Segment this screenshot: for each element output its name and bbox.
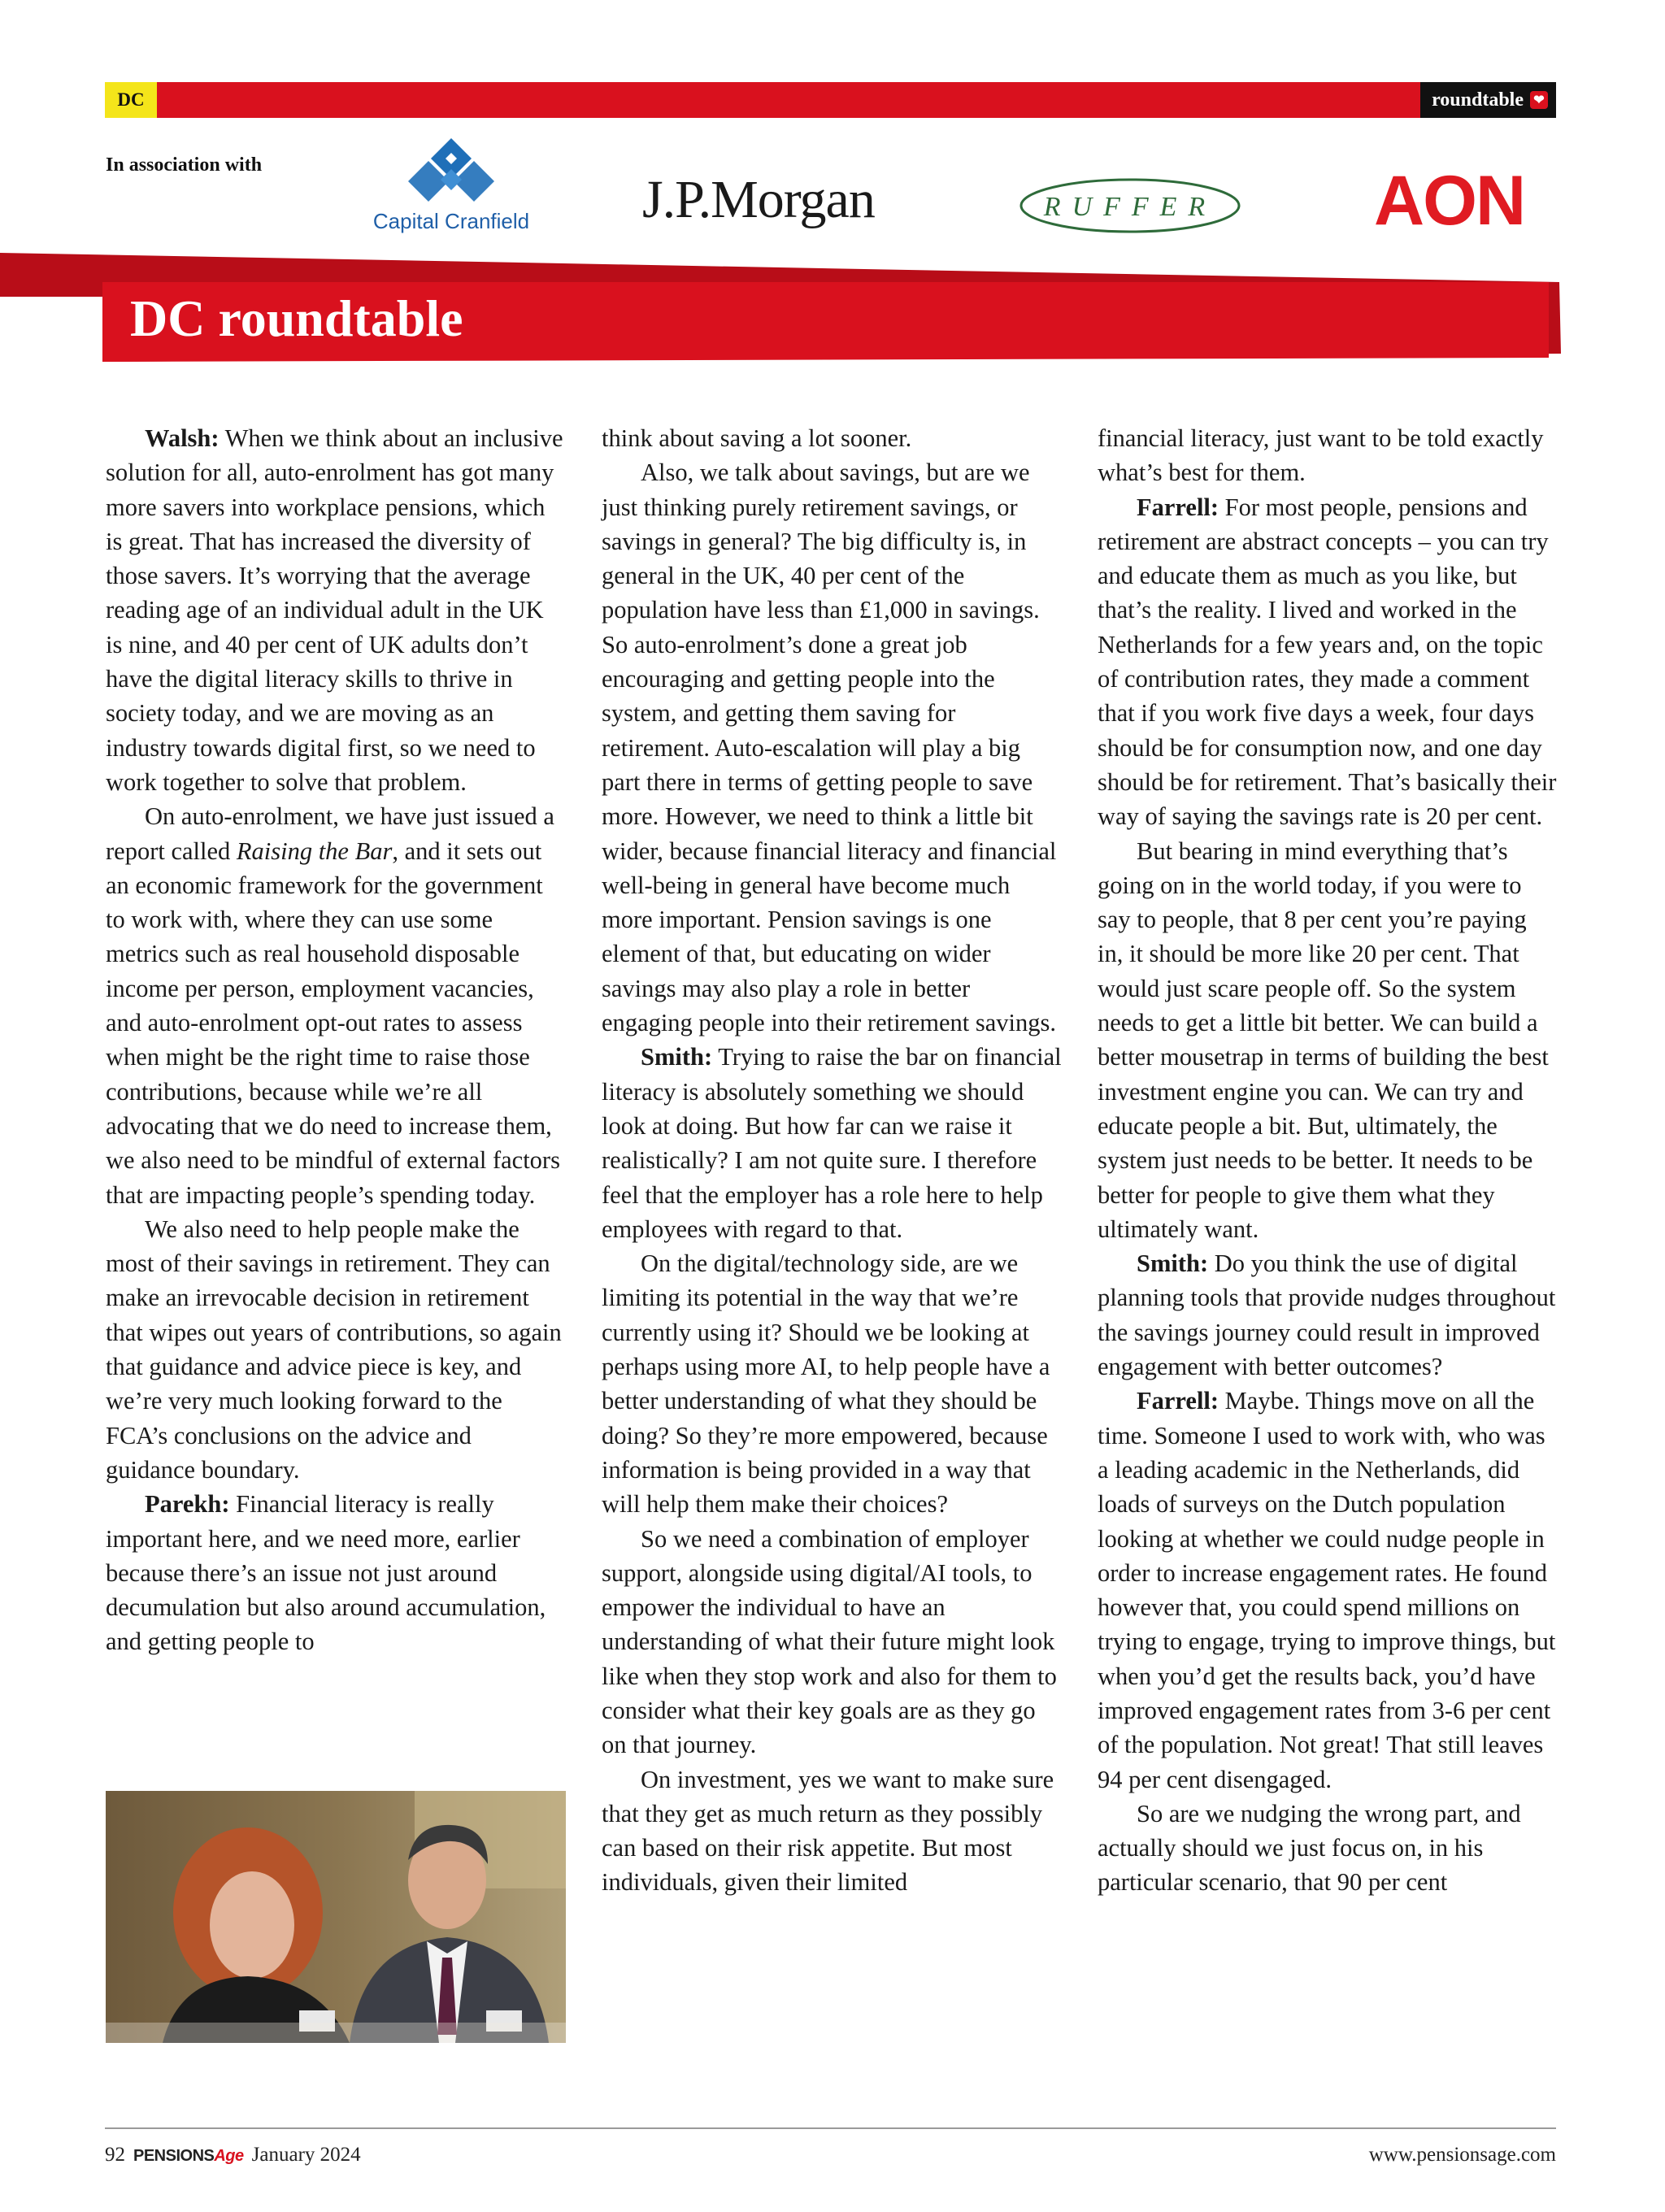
association-label: In association with xyxy=(106,154,263,176)
paragraph: Walsh: When we think about an inclusive solution for all, auto-enrolment has got many more savers into workplace pensions, which is great. That has increased the diversity of those savers. It’s worrying that the average reading age of an individual adult in the UK is nine, and 40 per cent of UK adults don’t have the digital literacy skills to thrive in society today, and we are moving as an industry towards digital first, so we need to work together to solve that problem. xyxy=(106,424,563,796)
speaker-name: Farrell: xyxy=(1137,493,1219,521)
paragraph: But bearing in mind everything that’s going on in the world today, if you were to say to people, that 8 per cent you’re paying in, it should be more like 20 per cent. That would just scare people off. So the system needs to get a little bit better. We can build a better mousetrap in terms of building the best investment engine you can. We can try and educate people a bit. But, ultimately, the system just needs to be better. It needs to be better for people to give them what they ultimately want. xyxy=(1098,837,1549,1243)
paragraph: On investment, yes we want to make sure that they get as much return as they possibly can based on their risk appetite. But most individuals, given their limited xyxy=(602,1765,1054,1897)
page-number: 92 xyxy=(105,2144,125,2166)
aon-logo: AON xyxy=(1374,162,1525,240)
page-title: DC roundtable xyxy=(130,289,463,347)
paragraph: We also need to help people make the most of their savings in retirement. They can make an irrevocable decision in retirement that wipes out years of contributions, so again that guidance and advice piece is key, and we’re very much looking forward to the FCA’s conclusions on the advice and guidance boundary. xyxy=(106,1215,562,1484)
paragraph: Farrell: For most people, pensions and retirement are abstract concepts – you can try and educate them as much as you like, but that’s the reality. I lived and worked in the Netherlands for a few years and, on the topic of contribution rates, they made a comment that if you work five days a week, four days should be for consumption now, and one day should be for retirement. That’s basically their way of saying the savings rate is 20 per cent. xyxy=(1098,493,1557,831)
speaker-name: Smith: xyxy=(1137,1249,1209,1278)
capital-cranfield-logo xyxy=(358,137,545,242)
ruffer-logo xyxy=(1016,167,1244,248)
paragraph: Smith: Trying to raise the bar on financial literacy is absolutely something we should look at doing. But how far can we raise it realistically? I am not quite sure. I therefore feel that the employer has a role here to help employees with regard to that. xyxy=(602,1043,1062,1243)
article-column-3 xyxy=(1098,421,1558,1900)
top-red-band xyxy=(105,82,1556,118)
paragraph: Parekh: Financial literacy is really important here, and we need more, earlier because there’s an issue not just around decumulation but also around accumulation, and getting people to xyxy=(106,1490,546,1656)
capital-cranfield-name: Capital Cranfield xyxy=(372,209,530,233)
speaker-name: Smith: xyxy=(641,1043,713,1071)
section-tag: DC xyxy=(105,82,157,118)
paragraph: So we need a combination of employer support, alongside using digital/AI tools, to empower the individual to have an understanding of what their future might look like when they stop work and also for them to consider what their key goals are as they go on that journey. xyxy=(602,1524,1057,1759)
paragraph: On auto-enrolment, we have just issued a report called Raising the Bar, and it sets out an economic framework for the government to work with, where they can use some metrics such as real household disposable income per person, employment vacancies, and auto-enrolment opt-out rates to assess when might be the right time to raise those contributions, because while we’re all advocating that we do need to increase them, we also need to be mindful of external factors that are impacting people’s spending today. xyxy=(106,802,560,1209)
paragraph: On the digital/technology side, are we limiting its potential in the way that we’re currently using it? Should we be looking at perhaps using more AI, to help people have a better understanding of what they should be doing? So they’re more empowered, because information is being provided in a way that will help them make their choices? xyxy=(602,1249,1050,1519)
report-title: Raising the Bar xyxy=(236,837,393,865)
speaker-name: Parekh: xyxy=(145,1490,230,1519)
paragraph: Farrell: Maybe. Things move on all the time. Someone I used to work with, who was a leading academic in the Netherlands, did loads of surveys on the Dutch population looking at whether we could nudge people in order to increase engagement rates. He found however that, you could spend millions on trying to engage, trying to improve things, but when you’d get the results back, you’d have improved engagement rates from 3-6 per cent of the population. Not great! That still leaves 94 per cent disengaged. xyxy=(1098,1387,1556,1793)
article-column-1 xyxy=(106,421,566,1659)
paragraph: think about saving a lot sooner. xyxy=(602,424,912,452)
speaker-name: Walsh: xyxy=(145,424,220,452)
category-tag[interactable] xyxy=(1420,82,1556,118)
roundtable-photo xyxy=(106,1791,566,2043)
ruffer-wordmark: RUFFER xyxy=(1043,192,1217,222)
issue-date: January 2024 xyxy=(251,2144,361,2166)
page-footer xyxy=(105,2144,1556,2166)
footer-divider xyxy=(105,2127,1556,2129)
article-column-2 xyxy=(602,421,1062,1900)
website-link[interactable]: www.pensionsage.com xyxy=(1368,2144,1556,2166)
speaker-name: Farrell: xyxy=(1137,1387,1219,1415)
category-tag-label: roundtable xyxy=(1432,89,1524,111)
paragraph: financial literacy, just want to be told exactly what’s best for them. xyxy=(1098,424,1544,487)
jp-morgan-logo: J.P.Morgan xyxy=(642,170,875,229)
paragraph: So are we nudging the wrong part, and actually should we just focus on, in his particular scenario, that 90 per cent xyxy=(1098,1799,1521,1897)
paragraph: Smith: Do you think the use of digital planning tools that provide nudges throughout the savings journey could result in improved engagement with better outcomes? xyxy=(1098,1249,1556,1381)
magazine-logo: PENSIONSAge xyxy=(133,2147,244,2165)
capital-cranfield-diamond-logo xyxy=(398,137,504,202)
paragraph: Also, we talk about savings, but are we just thinking purely retirement savings, or savings in general? The big difficulty is, in general in the UK, 40 per cent of the population have less than £1,000 in savings. So auto-enrolment’s done a great job encouraging and getting people into the system, and getting them saving for retirement. Auto-escalation will play a big part there in terms of getting people to save more. However, we need to think a little bit wider, because financial literacy and financial well-being in general have become much more important. Pension savings is one element of that, but educating on wider savings may also play a role in better engaging people into their retirement savings. xyxy=(602,458,1057,1037)
heart-icon: ❤ xyxy=(1530,91,1548,109)
